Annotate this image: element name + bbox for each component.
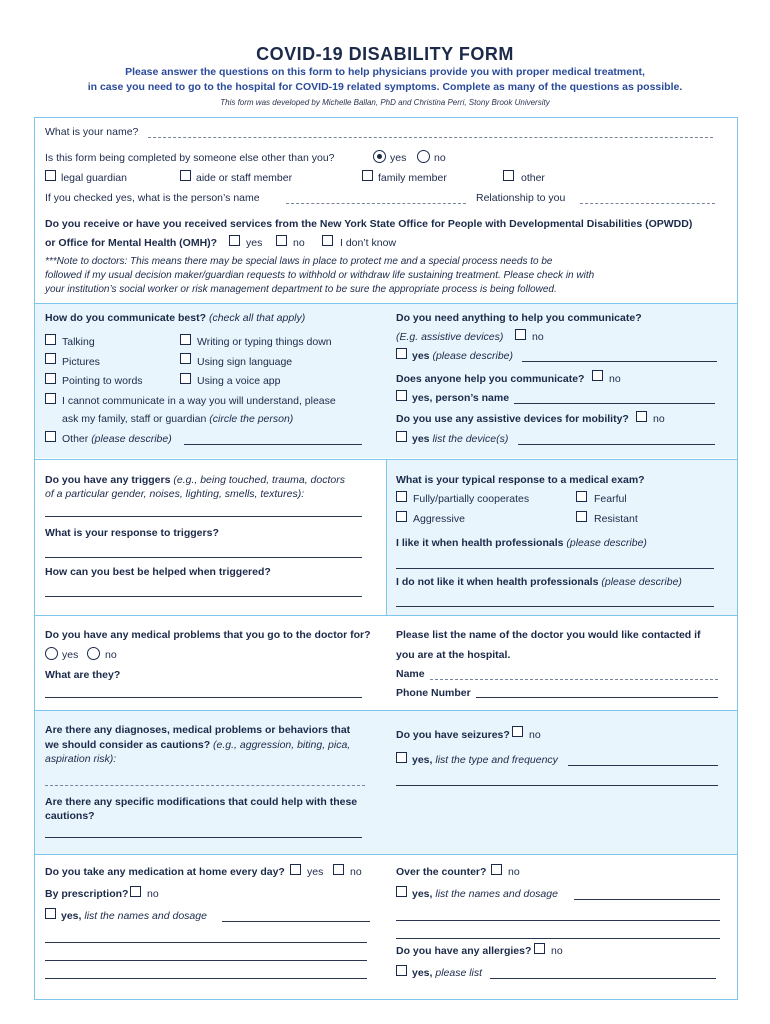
cannot-communicate-line-1: I cannot communicate in a way you will understand, please: [62, 395, 336, 407]
need-help-yes-checkbox[interactable]: [396, 348, 407, 359]
writing-label: Writing or typing things down: [197, 336, 332, 348]
seizures-yes-label: yes,: [412, 754, 433, 766]
doctor-name-field[interactable]: [430, 679, 718, 680]
need-help-describe-field[interactable]: [522, 361, 717, 362]
aggressive-label: Aggressive: [413, 513, 465, 525]
otc-no-label: no: [508, 866, 520, 878]
intro-line-2: in case you need to go to the hospital for COVID-19 related symptoms. Complete as many of the questions as possible.: [87, 81, 683, 93]
seizures-yes-checkbox[interactable]: [396, 752, 407, 763]
otc-question: Over the counter?: [396, 866, 487, 878]
aggressive-checkbox[interactable]: [396, 511, 407, 522]
diagnoses-example-1: (e.g., aggression, biting, pica,: [213, 739, 351, 751]
person-name-field[interactable]: [286, 203, 466, 204]
otc-list-hint: list the names and dosage: [435, 888, 558, 900]
persons-name-field[interactable]: [514, 403, 715, 404]
communicate-question: How do you communicate best?: [45, 312, 207, 324]
diagnoses-field[interactable]: [45, 785, 365, 786]
allergies-no-checkbox[interactable]: [534, 943, 545, 954]
seizures-list-hint: list the type and frequency: [435, 754, 558, 766]
voice-app-label: Using a voice app: [197, 375, 281, 387]
triggers-question: Do you have any triggers: [45, 474, 171, 486]
anyone-help-no-checkbox[interactable]: [592, 370, 603, 381]
seizures-question: Do you have seizures?: [396, 729, 510, 741]
prescription-list-field-1[interactable]: [222, 921, 370, 922]
anyone-help-no-label: no: [609, 373, 621, 385]
opwdd-yes-checkbox[interactable]: [229, 235, 240, 246]
doctor-name-label: Name: [396, 668, 425, 680]
what-are-they-question: What are they?: [45, 669, 121, 681]
exam-response-question: What is your typical response to a medical exam?: [396, 474, 645, 486]
family-member-checkbox[interactable]: [362, 170, 373, 181]
medication-yes-checkbox[interactable]: [290, 864, 301, 875]
prescription-list-hint: list the names and dosage: [84, 910, 207, 922]
seizures-no-checkbox[interactable]: [512, 726, 523, 737]
modifications-question-2: cautions?: [45, 810, 95, 822]
fearful-checkbox[interactable]: [576, 491, 587, 502]
like-question: I like it when health professionals: [396, 537, 564, 549]
anyone-help-yes-checkbox[interactable]: [396, 390, 407, 401]
anyone-help-question: Does anyone help you communicate?: [396, 373, 585, 385]
medication-yes-label: yes: [307, 866, 324, 878]
other-communication-hint: (please describe): [91, 433, 172, 445]
prescription-list-field-3[interactable]: [45, 960, 367, 961]
modifications-field[interactable]: [45, 837, 362, 838]
opwdd-question-line-1: Do you receive or have you received services from the New York State Office for People with Developmental Disabilities (OPWDD): [45, 218, 693, 230]
what-are-they-field[interactable]: [45, 697, 362, 698]
cooperates-checkbox[interactable]: [396, 491, 407, 502]
diagnoses-question-2: we should consider as cautions?: [45, 739, 211, 751]
persons-name-label: yes, person’s name: [412, 392, 510, 404]
doctor-contact-question-1: Please list the name of the doctor you would like contacted if: [396, 629, 701, 641]
other-relation-label: other: [521, 172, 545, 184]
otc-list-field-3[interactable]: [396, 938, 720, 939]
pointing-label: Pointing to words: [62, 375, 143, 387]
person-name-label: If you checked yes, what is the person’s name: [45, 192, 260, 204]
mobility-yes-checkbox[interactable]: [396, 431, 407, 442]
dislike-question: I do not like it when health professionals: [396, 576, 599, 588]
list-devices-hint: list the device(s): [432, 433, 509, 445]
sign-language-checkbox[interactable]: [180, 353, 191, 364]
list-devices-field[interactable]: [518, 444, 715, 445]
medical-problems-no-radio[interactable]: [87, 647, 100, 660]
completed-by-other-yes-radio[interactable]: [373, 150, 386, 163]
talking-label: Talking: [62, 336, 95, 348]
other-relation-checkbox[interactable]: [503, 170, 514, 181]
completed-by-other-no-label: no: [434, 152, 446, 164]
resistant-label: Resistant: [594, 513, 638, 525]
completed-by-other-no-radio[interactable]: [417, 150, 430, 163]
talking-checkbox[interactable]: [45, 334, 56, 345]
seizures-list-field-1[interactable]: [568, 765, 718, 766]
medical-problems-question: Do you have any medical problems that you go to the doctor for?: [45, 629, 371, 641]
other-communication-field[interactable]: [184, 444, 362, 445]
doctor-phone-field[interactable]: [476, 697, 718, 698]
otc-yes-checkbox[interactable]: [396, 886, 407, 897]
diagnoses-example-2: aspiration risk):: [45, 753, 117, 765]
cannot-communicate-line-2: ask my family, staff or guardian: [62, 413, 207, 425]
medication-no-label: no: [350, 866, 362, 878]
otc-no-checkbox[interactable]: [491, 864, 502, 875]
legal-guardian-label: legal guardian: [61, 172, 127, 184]
prescription-yes-checkbox[interactable]: [45, 908, 56, 919]
prescription-question: By prescription?: [45, 888, 129, 900]
allergies-list-field[interactable]: [490, 978, 716, 979]
opwdd-dont-know-checkbox[interactable]: [322, 235, 333, 246]
trigger-response-field[interactable]: [45, 557, 362, 558]
opwdd-question-line-2: or Office for Mental Health (OMH)?: [45, 237, 218, 249]
allergies-yes-label: yes,: [412, 967, 433, 979]
doctor-note-line-2: followed if my usual decision maker/guardian requests to withhold or withdraw life sustaining treatment. Please check in with: [45, 270, 595, 281]
prescription-list-field-2[interactable]: [45, 942, 367, 943]
intro-line-1: Please answer the questions on this form to help physicians provide you with proper medical treatment,: [125, 66, 645, 78]
completed-by-other-yes-label: yes: [390, 152, 407, 164]
prescription-no-checkbox[interactable]: [130, 886, 141, 897]
opwdd-yes-label: yes: [246, 237, 263, 249]
need-help-no-label: no: [532, 331, 544, 343]
opwdd-no-checkbox[interactable]: [276, 235, 287, 246]
modifications-question-1: Are there any specific modifications that could help with these: [45, 796, 358, 808]
cannot-communicate-checkbox[interactable]: [45, 393, 56, 404]
name-question: What is your name?: [45, 126, 139, 138]
other-communication-checkbox[interactable]: [45, 431, 56, 442]
like-hint: (please describe): [566, 537, 647, 549]
aide-label: aide or staff member: [196, 172, 293, 184]
prescription-yes-label: yes,: [61, 910, 82, 922]
communicate-hint: (check all that apply): [208, 312, 306, 324]
pictures-label: Pictures: [62, 356, 100, 368]
opwdd-no-label: no: [293, 237, 305, 249]
mobility-no-checkbox[interactable]: [636, 411, 647, 422]
helped-field[interactable]: [45, 596, 362, 597]
relationship-field[interactable]: [580, 203, 715, 204]
pictures-checkbox[interactable]: [45, 353, 56, 364]
doctor-contact-question-2: you are at the hospital.: [396, 649, 511, 661]
fearful-label: Fearful: [594, 493, 627, 505]
form-credit: This form was developed by Michelle Ballan, PhD and Christina Perri, Stony Brook University: [220, 98, 550, 107]
pointing-checkbox[interactable]: [45, 373, 56, 384]
otc-yes-label: yes,: [412, 888, 433, 900]
triggers-example-1: (e.g., being touched, trauma, doctors: [173, 474, 345, 486]
form-title: COVID-19 DISABILITY FORM: [256, 44, 514, 64]
prescription-no-label: no: [147, 888, 159, 900]
trigger-response-question: What is your response to triggers?: [45, 527, 219, 539]
medication-no-checkbox[interactable]: [333, 864, 344, 875]
medical-problems-yes-label: yes: [62, 649, 79, 661]
allergies-question: Do you have any allergies?: [396, 945, 532, 957]
need-help-question: Do you need anything to help you communicate?: [396, 312, 642, 324]
mobility-yes-label: yes: [412, 433, 430, 445]
prescription-list-field-4[interactable]: [45, 978, 367, 979]
triggers-example-2: of a particular gender, noises, lighting, smells, textures):: [45, 488, 305, 500]
other-communication-label: Other: [62, 433, 89, 445]
medical-problems-no-label: no: [105, 649, 117, 661]
family-member-label: family member: [378, 172, 447, 184]
medication-question: Do you take any medication at home every day?: [45, 866, 285, 878]
seizures-no-label: no: [529, 729, 541, 741]
circle-person-hint: (circle the person): [209, 413, 294, 425]
need-help-no-checkbox[interactable]: [515, 329, 526, 340]
aide-checkbox[interactable]: [180, 170, 191, 181]
relationship-label: Relationship to you: [476, 192, 566, 204]
helped-question: How can you best be helped when triggered?: [45, 566, 271, 578]
medical-problems-yes-radio[interactable]: [45, 647, 58, 660]
allergies-no-label: no: [551, 945, 563, 957]
dislike-hint: (please describe): [601, 576, 682, 588]
completed-by-other-question: Is this form being completed by someone else other than you?: [45, 152, 335, 164]
sign-language-label: Using sign language: [197, 356, 293, 368]
voice-app-checkbox[interactable]: [180, 373, 191, 384]
doctor-note-line-3: your institution’s social worker or risk management department to be sure the appropriate process is being followed.: [45, 284, 557, 295]
mobility-question: Do you use any assistive devices for mobility?: [396, 413, 629, 425]
allergies-yes-checkbox[interactable]: [396, 965, 407, 976]
legal-guardian-checkbox[interactable]: [45, 170, 56, 181]
mobility-no-label: no: [653, 413, 665, 425]
need-help-example: (E.g. assistive devices): [396, 331, 504, 343]
doctor-note-line-1: ***Note to doctors: This means there may be special laws in place to protect me and a special process needs to be: [45, 256, 553, 267]
opwdd-dont-know-label: I don’t know: [340, 237, 397, 249]
need-help-yes-label: yes: [412, 350, 430, 362]
seizures-list-field-2[interactable]: [396, 785, 718, 786]
doctor-phone-label: Phone Number: [396, 687, 471, 699]
writing-checkbox[interactable]: [180, 334, 191, 345]
otc-list-field-1[interactable]: [574, 899, 720, 900]
name-field[interactable]: [148, 137, 713, 138]
dislike-field[interactable]: [396, 606, 714, 607]
cooperates-label: Fully/partially cooperates: [413, 493, 530, 505]
need-help-describe-hint: (please describe): [432, 350, 513, 362]
allergies-list-hint: please list: [435, 967, 483, 979]
triggers-field[interactable]: [45, 516, 362, 517]
like-field[interactable]: [396, 568, 714, 569]
resistant-checkbox[interactable]: [576, 511, 587, 522]
diagnoses-question-1: Are there any diagnoses, medical problems or behaviors that: [45, 724, 351, 736]
otc-list-field-2[interactable]: [396, 920, 720, 921]
